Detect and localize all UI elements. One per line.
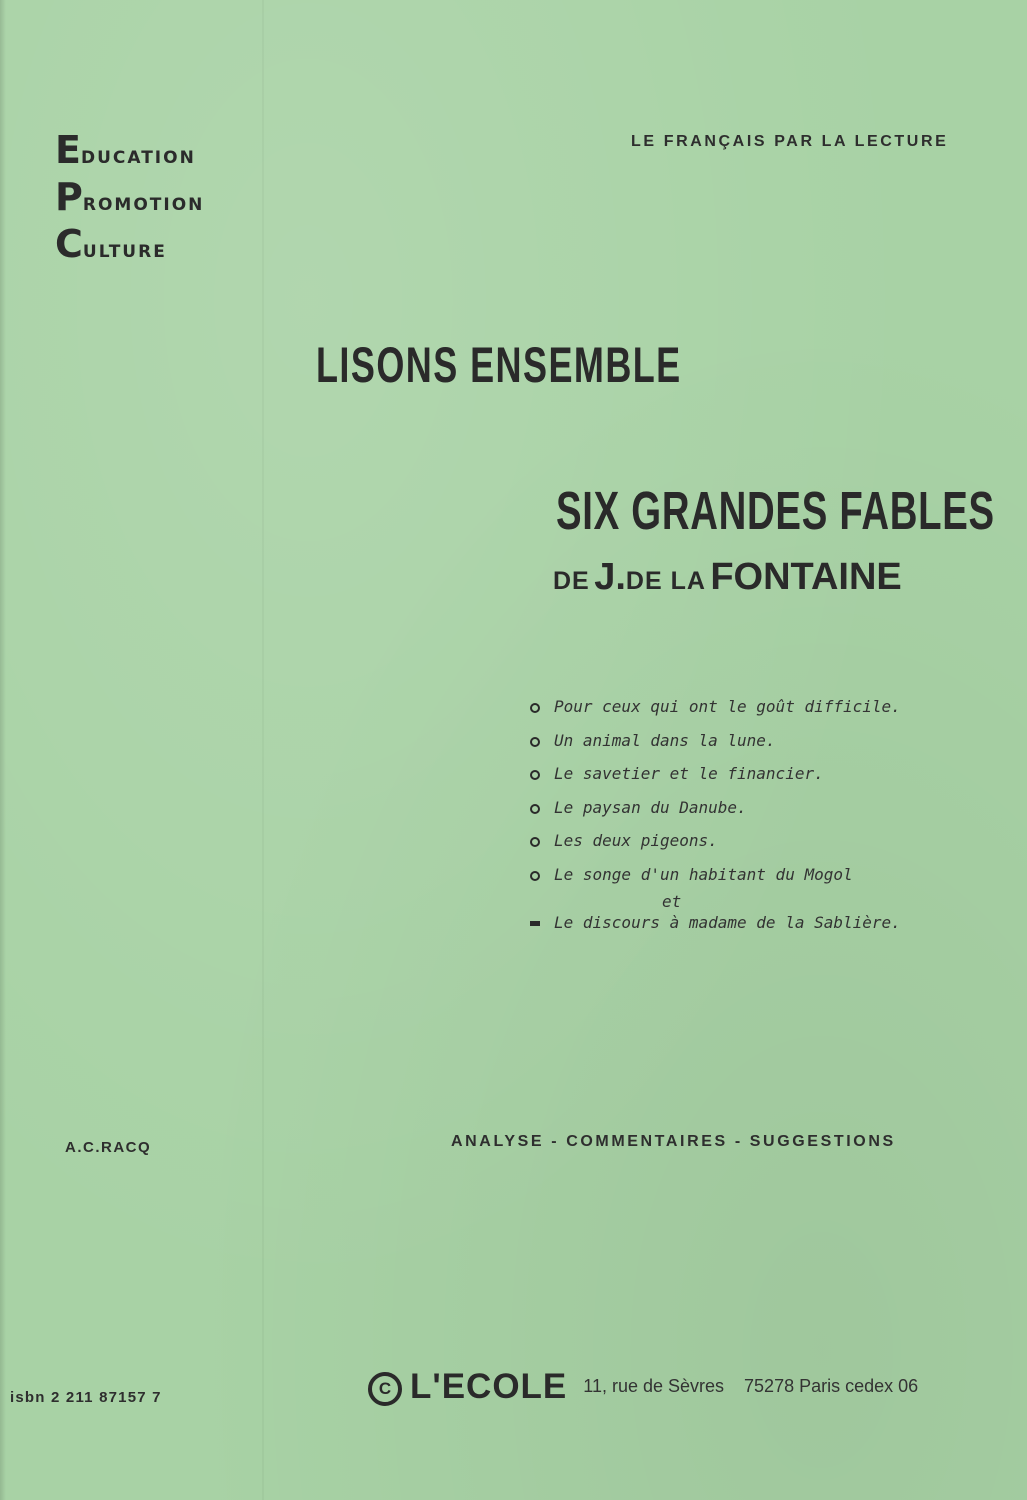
fable-title: Le discours à madame de la Sablière. (554, 913, 901, 932)
logo-line-promotion (55, 177, 204, 224)
book-author: A.C.RACQ (65, 1139, 152, 1156)
fable-title: Le songe d'un habitant du Mogol (554, 864, 853, 884)
book-subtitle: SIX GRANDES FABLES (556, 481, 995, 541)
circle-bullet-icon (530, 703, 540, 713)
fable-title: Un animal dans la lune. (554, 730, 776, 750)
logo-line-culture (55, 224, 204, 271)
fable-title: Le savetier et le financier. (554, 764, 824, 783)
fable-title: Pour ceux qui ont le goût difficile. (554, 697, 901, 716)
fable-title: Le paysan du Danube. (554, 797, 747, 817)
author-prefix: DE (553, 567, 590, 595)
author-surname: FONTAINE (710, 556, 902, 598)
circle-bullet-icon (530, 770, 540, 780)
list-item (530, 731, 901, 765)
list-item (530, 764, 901, 798)
author-particle: DE LA (625, 567, 706, 595)
circle-bullet-icon (530, 804, 540, 814)
fable-list (530, 697, 901, 898)
cover-fold (262, 0, 264, 1500)
logo-word: DUCATION (80, 148, 196, 168)
logo-word: ROMOTION (82, 195, 205, 215)
list-item (530, 697, 901, 731)
copyright-icon: C (368, 1372, 402, 1406)
list-item (530, 865, 901, 899)
logo-initial: E (55, 128, 81, 172)
list-item (530, 831, 901, 865)
logo-word: ULTURE (82, 242, 167, 262)
list-item (530, 798, 901, 832)
fable-author-line (553, 556, 902, 599)
logo-initial: P (55, 175, 83, 219)
circle-bullet-icon (530, 871, 540, 881)
book-subject: ANALYSE - COMMENTAIRES - SUGGESTIONS (451, 1133, 896, 1150)
logo-line-education (55, 130, 204, 177)
publisher-imprint (368, 1367, 918, 1407)
publisher-address: 11, rue de Sèvres 75278 Paris cedex 06 (583, 1376, 919, 1396)
fable-connector: et (662, 892, 682, 911)
list-item (530, 913, 901, 947)
cover-spine-edge (0, 0, 6, 1500)
isbn-number: isbn 2 211 87157 7 (10, 1389, 162, 1406)
series-title: LE FRANÇAIS PAR LA LECTURE (631, 133, 949, 150)
circle-bullet-icon (530, 837, 540, 847)
publisher-logo-epc (55, 130, 204, 271)
publisher-name: L'ECOLE (410, 1367, 568, 1406)
square-bullet-icon (530, 921, 540, 926)
logo-initial: C (55, 222, 83, 266)
circle-bullet-icon (530, 737, 540, 747)
book-title: LISONS ENSEMBLE (316, 337, 682, 393)
author-initial: J. (594, 556, 626, 598)
fable-title: Les deux pigeons. (554, 831, 718, 850)
